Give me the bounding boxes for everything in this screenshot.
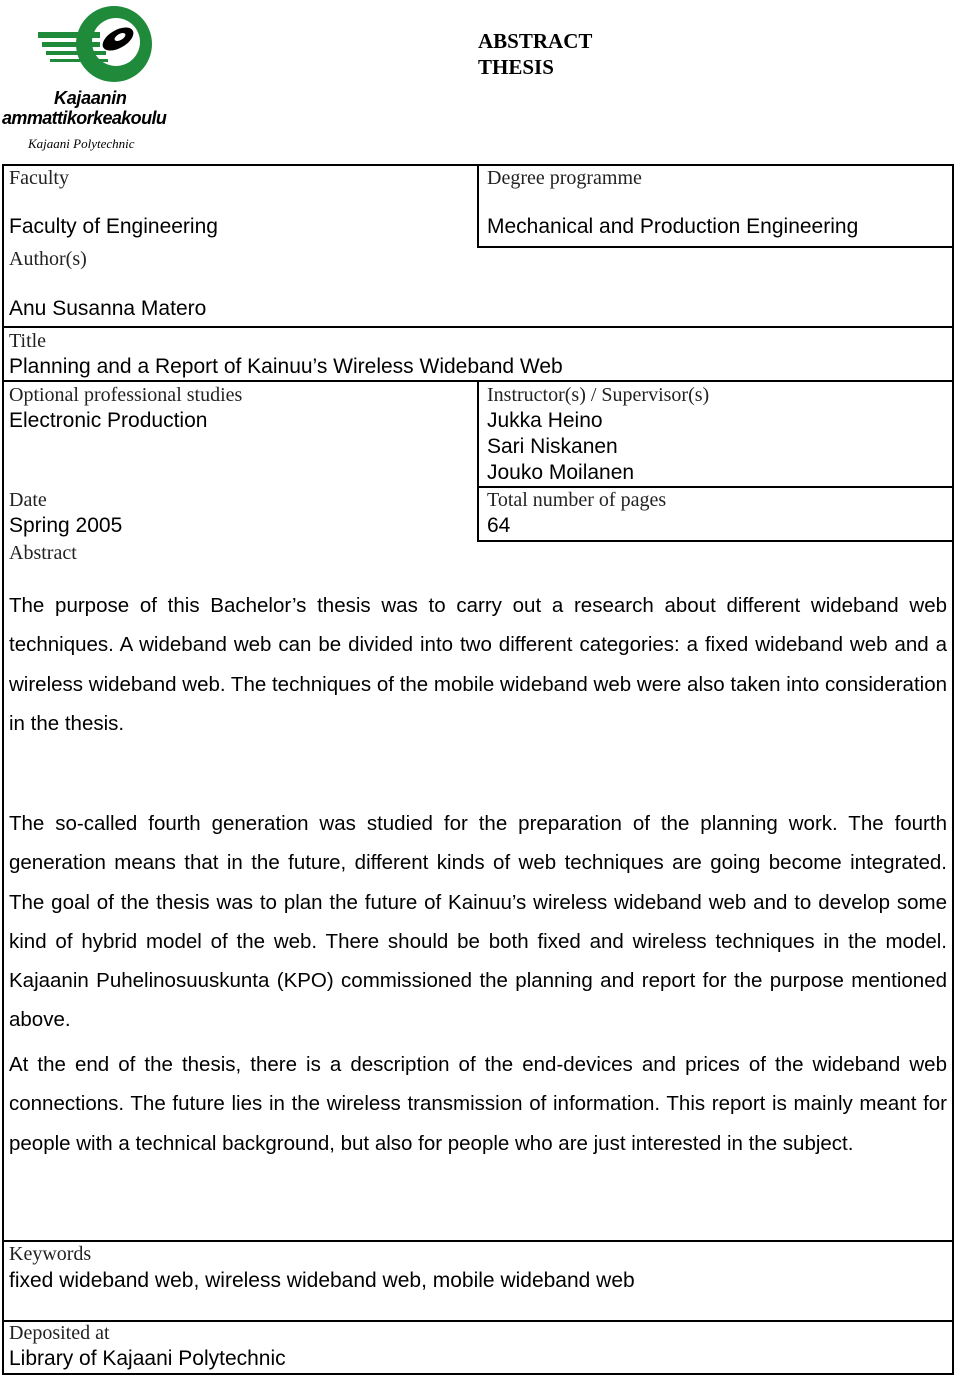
degree-label: Degree programme — [487, 167, 642, 189]
abstract-label: Abstract — [9, 542, 77, 564]
deposited-value: Library of Kajaani Polytechnic — [9, 1347, 286, 1370]
instructor-name: Sari Niskanen — [487, 435, 618, 458]
author-label: Author(s) — [9, 248, 87, 270]
abstract-paragraph: The so-called fourth generation was studied for the preparation of the planning work. The fourth generation means that in the future, different kinds of web techniques are going become integrated. The goal of the thesis was to plan the future of Kainuu’s wireless wideband web and to develop some kind of hybrid model of the web. There should be both fixed and wireless techniques in the model. Kajaanin Puhelinosuuskunta (KPO) commissioned the planning and report for the purpose mentioned above. — [9, 812, 947, 1032]
divider — [477, 380, 479, 542]
abstract-form — [2, 164, 954, 1375]
instructor-name: Jouko Moilanen — [487, 461, 635, 484]
divider — [2, 326, 954, 328]
abstract-paragraph: At the end of the thesis, there is a description of the end-devices and prices of the wideband web connections. The future lies in the wireless transmission of information. This report is mainly meant for people with a technical background, but also for people who are just interested in the subject. — [9, 1053, 947, 1155]
keywords-value: fixed wideband web, wireless wideband web, mobile wideband web — [9, 1269, 635, 1292]
date-label: Date — [9, 489, 47, 511]
divider — [477, 540, 954, 542]
title-label: Title — [9, 330, 47, 352]
keywords-label: Keywords — [9, 1243, 92, 1265]
pages-label: Total number of pages — [487, 489, 667, 511]
deposited-label: Deposited at — [9, 1322, 110, 1344]
divider — [477, 164, 479, 248]
doc-type-line2: THESIS — [478, 55, 554, 79]
document-type — [478, 28, 592, 80]
instructor-name: Jukka Heino — [487, 409, 603, 432]
divider — [477, 246, 954, 248]
abstract-paragraph: The purpose of this Bachelor’s thesis was to carry out a research about different wideband web techniques. A wideband web can be divided into two different categories: a fixed wideband web and a wireless wideband web. The techniques of the mobile wideband web were also taken into consideration in the thesis. — [9, 594, 947, 735]
title-value: Planning and a Report of Kainuu’s Wireless Wideband Web — [9, 355, 563, 378]
divider — [2, 1240, 954, 1242]
date-value: Spring 2005 — [9, 514, 123, 537]
divider — [2, 1320, 954, 1322]
pages-value: 64 — [487, 514, 511, 537]
optional-studies-label: Optional professional studies — [9, 384, 243, 406]
faculty-label: Faculty — [9, 167, 69, 189]
divider — [477, 486, 954, 488]
institution-logo — [0, 0, 200, 160]
logo-name-line3: Kajaani Polytechnic — [28, 136, 135, 151]
logo-name-line1: Kajaanin — [54, 88, 127, 108]
logo-emblem-icon — [36, 2, 156, 88]
doc-type-line1: ABSTRACT — [478, 29, 593, 53]
faculty-value: Faculty of Engineering — [9, 215, 218, 238]
logo-name-line2: ammattikorkeakoulu — [2, 108, 167, 128]
degree-value: Mechanical and Production Engineering — [487, 215, 859, 238]
instructors-label: Instructor(s) / Supervisor(s) — [487, 384, 710, 406]
optional-studies-value: Electronic Production — [9, 409, 208, 432]
author-value: Anu Susanna Matero — [9, 297, 207, 320]
